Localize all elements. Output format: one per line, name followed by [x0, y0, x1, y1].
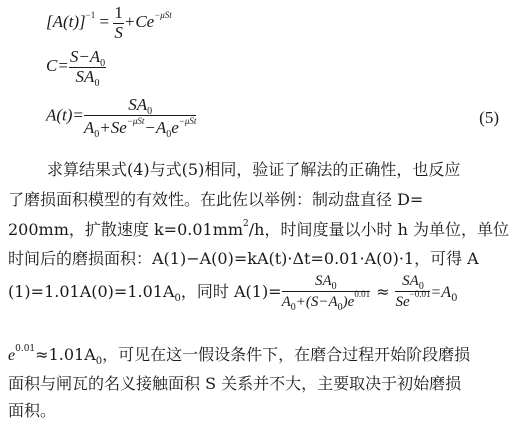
eq3-den-c: −A [144, 117, 167, 137]
eq3-num-sub: 0 [147, 106, 153, 117]
eq1-lhs: [A(t)] [46, 11, 86, 31]
eq3-den-b-exp: −μSt [126, 115, 145, 126]
eq1-den: S [114, 22, 123, 42]
f1-num: SA [315, 273, 332, 289]
para-line-2: 了磨损面积模型的有效性。在此佐以举例：制动盘直径 D= [8, 190, 424, 209]
eq1-fraction [113, 4, 124, 42]
para-line-5 [8, 274, 457, 311]
f2-num: SA [402, 273, 419, 289]
para-line-3-sup: 2 [243, 219, 249, 229]
f1-den-sub: 0 [290, 301, 296, 313]
f1-den-c: )e [342, 293, 355, 310]
para-line-6-sub: 0 [95, 356, 103, 367]
eq2-den-sub: 0 [94, 77, 100, 89]
eq2-fraction [69, 47, 106, 89]
approx-sign: ≈ [376, 281, 390, 301]
eq3-lhs: A(t)= [46, 105, 84, 125]
para-fraction-1 [282, 274, 370, 311]
equation-number: (5) [479, 108, 499, 127]
para-line-3a: 200mm，扩散速度 k=0.01mm [8, 220, 244, 239]
para-line-5-sub: 0 [174, 292, 181, 304]
eq1-tail-exp: −μSt [154, 9, 172, 20]
equation-3 [46, 95, 197, 140]
f2-den: Se [395, 293, 410, 310]
eq3-fraction [83, 95, 197, 140]
para-line-5c-sub: 0 [451, 292, 458, 304]
para-fraction-2 [395, 274, 430, 311]
equation-1 [46, 4, 172, 42]
eq2-num: S−A [69, 47, 101, 66]
para-line-3 [8, 217, 509, 240]
para-line-7: 面积与闸瓦的名义接触面积 S 关系并不大，主要取决于初始磨损 [8, 374, 462, 393]
para-line-1: 求算结果式(4)与式(5)相同，验证了解法的正确性，也反应 [47, 160, 461, 179]
para-line-5c: =A [430, 283, 452, 301]
f1-den-exp: 0.01 [354, 288, 371, 299]
eq1-tail: +Ce [123, 11, 155, 31]
eq1-num: 1 [114, 3, 123, 22]
f1-num-sub: 0 [331, 281, 337, 292]
eq2-den: SA [75, 66, 95, 86]
para-line-6b: ≈1.01A [35, 345, 96, 364]
eq3-num: SA [128, 95, 148, 114]
eq3-den-c-sub: 0 [166, 128, 172, 140]
para-line-3b: /h，时间度量以小时 h 为单位，单位 [248, 220, 509, 239]
para-line-8: 面积。 [8, 401, 57, 420]
f1-den-b-sub: 0 [337, 301, 343, 313]
para-line-5a: (1)=1.01A(0)=1.01A [8, 281, 175, 301]
para-line-6-e: e [8, 347, 16, 364]
eq3-den-a-sub: 0 [94, 128, 100, 140]
para-line-5b: ，同时 A(1)= [180, 281, 282, 301]
eq1-exp: −1 [85, 9, 96, 20]
f1-den-b: +(S−A [295, 293, 338, 310]
eq3-den-d: e [171, 117, 179, 137]
para-line-4: 时间后的磨损面积：A(1)−A(0)=kA(t)·Δt=0.01·A(0)·1，可得 A [8, 249, 479, 268]
para-line-6 [8, 342, 470, 365]
f2-den-exp: −0.01 [409, 288, 431, 299]
f1-den: A [281, 293, 291, 310]
eq2-lhs: C= [46, 55, 69, 75]
para-line-6c: ，可见在这一假设条件下，在磨合过程开始阶段磨损 [102, 345, 471, 364]
eq2-num-sub: 0 [100, 58, 106, 69]
eq3-den-a: A [83, 117, 95, 137]
eq3-den-d-exp: −μSt [178, 115, 197, 126]
para-line-6-exp: 0.01 [15, 344, 36, 354]
f2-num-sub: 0 [418, 281, 424, 292]
eq1-equals: = [95, 11, 114, 31]
eq3-den-b: +Se [99, 117, 127, 137]
equation-2 [46, 47, 106, 89]
